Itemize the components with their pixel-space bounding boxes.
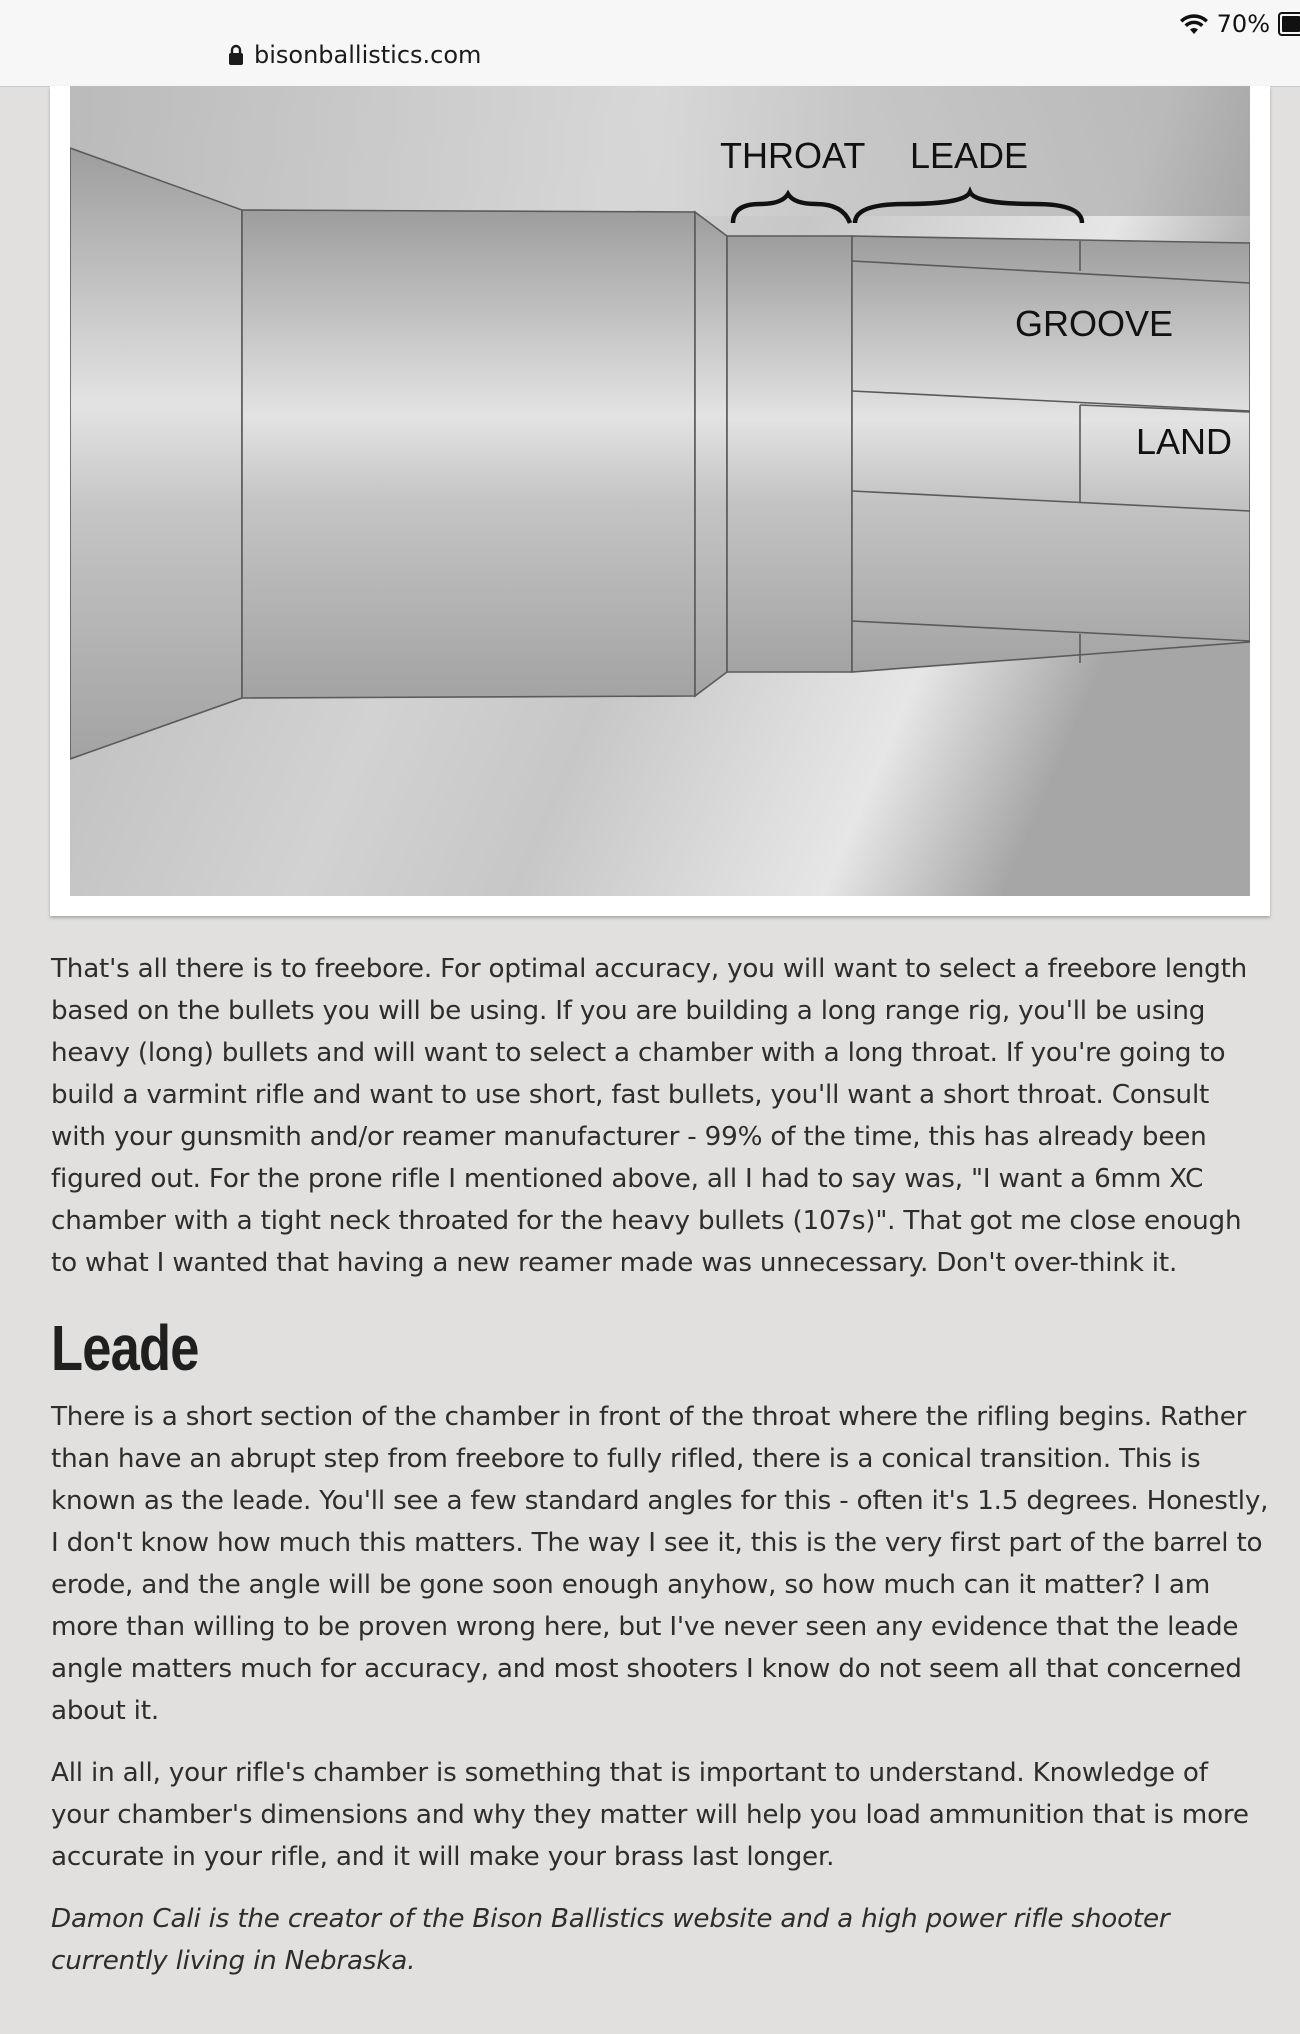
paragraph-freebore: That's all there is to freebore. For optimal accuracy, you will want to select a freebore length based on the bullets you will be using. If you are building a long range rig, you'll be using heavy (long) bullets and will want to select a chamber with a long throat. If you're going to build a varmint rifle and want to use short, fast bullets, you'll want a short throat. Consult with your gunsmith and/or reamer manufacturer - 99% of the time, this has already been figured out. For the prone rifle I mentioned above, all I had to say was, "I want a 6mm XC chamber with a tight neck throated for the heavy bullets (107s)". That got me close enough to what I wanted that having a new reamer made was unnecessary. Don't over-think it. [51,954,1248,1278]
battery-icon [1278,12,1300,36]
heading-leade: Leade [51,1312,199,1384]
status-bar [1179,8,1300,40]
label-throat: THROAT [720,135,866,176]
label-groove: GROOVE [1015,303,1174,344]
chamber-diagram [70,86,1250,896]
chamber-diagram-figure [50,86,1270,916]
author-byline: Damon Cali is the creator of the Bison Ballistics website and a high power rifle shooter currently living in Nebraska. [51,1904,1170,1976]
lock-icon [228,44,244,66]
label-land: LAND [1136,421,1233,462]
paragraph-summary: All in all, your rifle's chamber is something that is important to understand. Knowledge of your chamber's dimensions and why they matter will help you load ammunition that is more accurate in your rifle, and it will make your brass last longer. [51,1758,1249,1872]
paragraph-leade: There is a short section of the chamber in front of the throat where the rifling begins. Rather than have an abrupt step from freebore to fully rifled, there is a conical transition. This is known as the leade. You'll see a few standard angles for this - often it's 1.5 degrees. Honestly, I don't know how much this matters. The way I see it, this is the very first part of the barrel to erode, and the angle will be gone soon enough anyhow, so how much can it matter? I am more than willing to be proven wrong here, but I've never seen any evidence that the leade angle matters much for accuracy, and most shooters I know do not seem all that concerned about it. [51,1402,1269,1726]
url-text: bisonballistics.com [254,41,482,69]
wifi-icon [1179,12,1209,36]
battery-percent: 70% [1216,10,1270,38]
browser-address-bar [0,0,1300,87]
article-content [51,948,1269,2002]
url-field[interactable] [228,38,481,72]
label-leade: LEADE [910,135,1029,176]
